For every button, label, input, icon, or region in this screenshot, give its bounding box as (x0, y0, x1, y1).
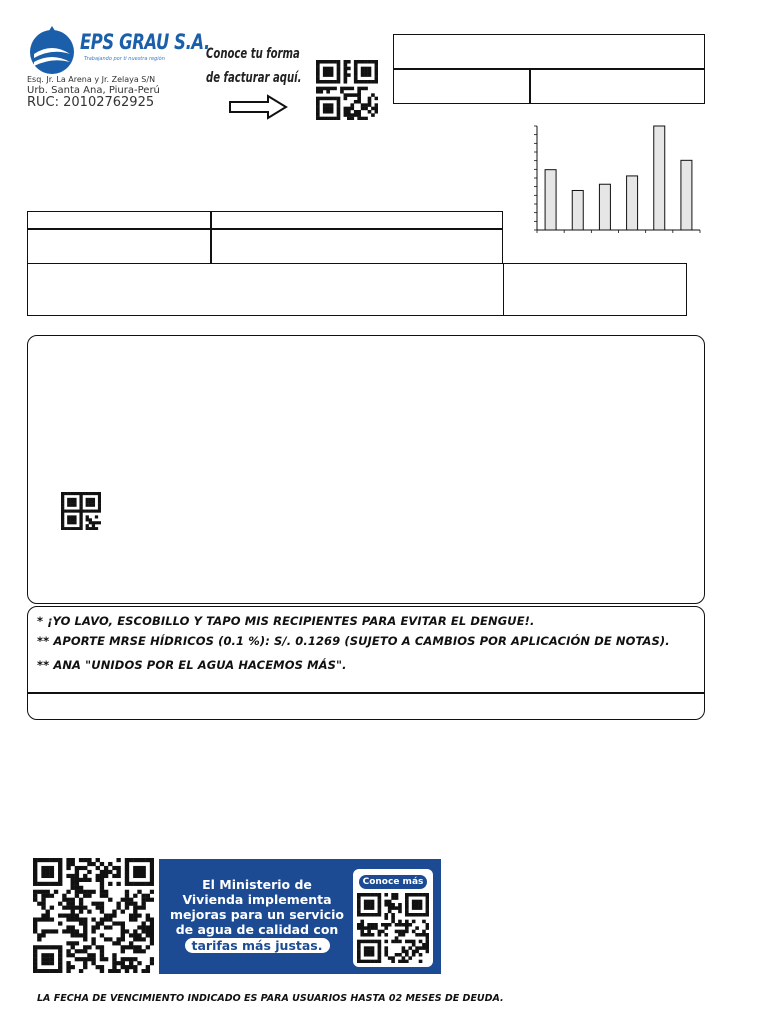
invoice-header-col-divider (529, 68, 531, 104)
address-line-2: Urb. Santa Ana, Piura-Perú (27, 85, 160, 96)
amount-box (503, 263, 687, 316)
customer-info-divider (27, 228, 503, 230)
note-dengue: * ¡YO LAVO, ESCOBILLO Y TAPO MIS RECIPIENTES PARA EVITAR EL DENGUE!. (37, 614, 535, 628)
company-tagline: Trabajando por ti nuestra región (84, 56, 165, 62)
qr-code-icon[interactable] (316, 60, 378, 120)
chart-bar (599, 184, 610, 230)
banner-message (159, 877, 355, 953)
chart-bar (627, 176, 638, 230)
banner-line-1: El Ministerio de (202, 877, 312, 892)
banner-line-3: mejoras para un servicio (169, 907, 345, 922)
invoice-header-divider (393, 68, 705, 70)
conoce-mas-button[interactable]: Conoce más (359, 875, 427, 889)
right-arrow-icon (228, 94, 288, 120)
note-ana: ** ANA "UNIDOS POR EL AGUA HACEMOS MÁS". (37, 658, 347, 672)
chart-bar (681, 160, 692, 230)
banner-line-2: Vivienda implementa (182, 892, 332, 907)
banner-highlight: tarifas más justas. (185, 938, 330, 953)
customer-info-col-divider (210, 211, 212, 264)
banner-qr-code-icon[interactable] (357, 893, 429, 963)
banner-qr-card[interactable] (353, 869, 433, 967)
address-box (27, 263, 504, 316)
customer-info-box (27, 211, 503, 264)
consumption-history-chart (528, 122, 704, 236)
billing-detail-panel (27, 335, 705, 604)
notes-divider (28, 692, 704, 694)
banner-line-4: de agua de calidad con (175, 922, 339, 937)
payment-qr-code-icon[interactable] (33, 858, 154, 973)
chart-bar (545, 170, 556, 230)
promo-text-line-1: Conoce tu forma (206, 46, 300, 62)
company-logo-icon (26, 24, 78, 76)
note-mrse: ** APORTE MRSE HÍDRICOS (0.1 %): S/. 0.1269 (SUJETO A CAMBIOS POR APLICACIÓN DE NOTAS). (37, 634, 670, 648)
ministry-banner[interactable] (159, 859, 441, 974)
chart-bar (572, 190, 583, 230)
chart-bar (654, 126, 665, 230)
address-line-1: Esq. Jr. La Arena y Jr. Zelaya S/N (27, 75, 156, 84)
due-date-disclaimer: LA FECHA DE VENCIMIENTO INDICADO ES PARA USUARIOS HASTA 02 MESES DE DEUDA. (37, 993, 504, 1004)
ruc-number: RUC: 20102762925 (27, 95, 155, 110)
company-name: EPS GRAU S.A. (80, 30, 210, 54)
small-qr-code-icon[interactable] (61, 492, 101, 530)
promo-text-line-2: de facturar aquí. (206, 70, 302, 86)
